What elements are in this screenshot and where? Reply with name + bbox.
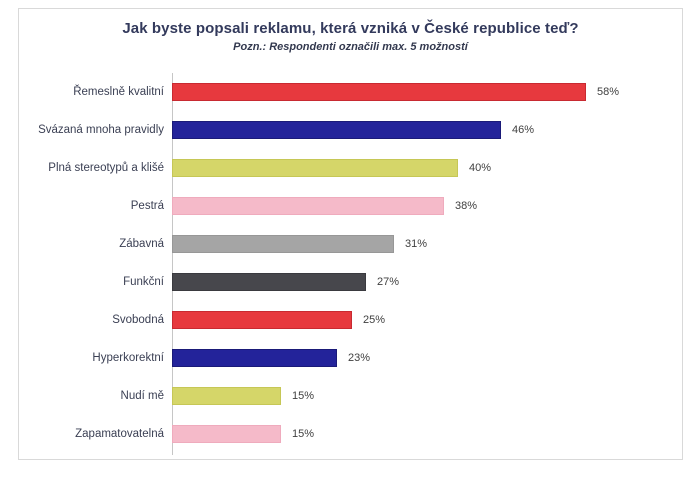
- bar-track: [172, 121, 682, 139]
- bar-track: [172, 235, 682, 253]
- bar-track: [172, 159, 682, 177]
- category-label: Funkční: [123, 276, 164, 288]
- chart-frame: [18, 8, 683, 460]
- bar-row: [19, 73, 682, 111]
- bar-pestra: [172, 197, 444, 215]
- bar-row: [19, 187, 682, 225]
- category-label: Svobodná: [112, 314, 164, 326]
- bar-track: [172, 273, 682, 291]
- bar-svobodna: [172, 311, 352, 329]
- bar-row: [19, 263, 682, 301]
- bar-row: [19, 377, 682, 415]
- value-label: 40%: [469, 162, 492, 174]
- value-label: 38%: [455, 200, 478, 212]
- bar-row: [19, 339, 682, 377]
- bar-svazana-mnoha-pravidly: [172, 121, 501, 139]
- bar-row: [19, 301, 682, 339]
- bar-track: [172, 387, 682, 405]
- bar-row: [19, 225, 682, 263]
- chart-title: Jak byste popsali reklamu, která vzniká v České republice teď?: [122, 20, 579, 37]
- value-label: 25%: [363, 314, 386, 326]
- category-label: Plná stereotypů a klišé: [48, 162, 164, 174]
- value-label: 58%: [597, 86, 620, 98]
- value-label: 15%: [292, 390, 315, 402]
- bar-track: [172, 197, 682, 215]
- value-label: 46%: [512, 124, 535, 136]
- bar-funkcni: [172, 273, 366, 291]
- plot-area: [19, 73, 682, 453]
- value-label: 15%: [292, 428, 315, 440]
- chart-subtitle: Pozn.: Respondenti označili max. 5 možností: [233, 41, 468, 53]
- value-label: 23%: [348, 352, 371, 364]
- value-label: 31%: [405, 238, 428, 250]
- bar-remeslne-kvalitni: [172, 83, 586, 101]
- bar-hyperkorektni: [172, 349, 337, 367]
- category-label: Svázaná mnoha pravidly: [38, 124, 164, 136]
- category-label: Řemeslně kvalitní: [73, 86, 164, 98]
- bar-zabavna: [172, 235, 394, 253]
- category-label: Pestrá: [130, 200, 164, 212]
- bar-track: [172, 83, 682, 101]
- bar-row: [19, 149, 682, 187]
- bar-zapamatovatelna: [172, 425, 281, 443]
- bar-row: [19, 111, 682, 149]
- bar-track: [172, 349, 682, 367]
- value-label: 27%: [377, 276, 400, 288]
- bar-plna-stereotypu-a-klise: [172, 159, 458, 177]
- category-label: Hyperkorektní: [92, 352, 164, 364]
- category-label: Nudí mě: [120, 390, 164, 402]
- bar-row: [19, 415, 682, 453]
- category-label: Zapamatovatelná: [75, 428, 164, 440]
- bar-track: [172, 425, 682, 443]
- bar-track: [172, 311, 682, 329]
- bar-nudi-me: [172, 387, 281, 405]
- category-label: Zábavná: [119, 238, 164, 250]
